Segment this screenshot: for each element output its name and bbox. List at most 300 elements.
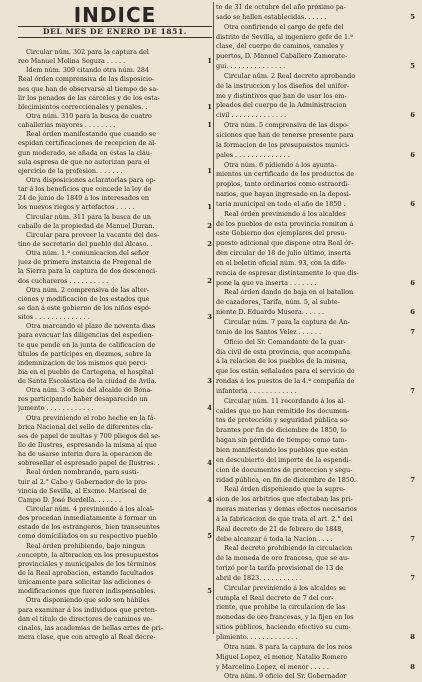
index-line-text: Real órden nombrando, para susti- bbox=[26, 468, 139, 477]
index-line-text: monedas de oro francesas, y la fijen en los bbox=[216, 613, 354, 622]
index-line bbox=[18, 450, 212, 459]
index-line-text: la Sierra para la captura de dos desconoci- bbox=[18, 267, 158, 276]
index-line-text: Real órden previniendo á los alcaldes bbox=[224, 209, 346, 218]
index-line-text: Circular núm. 4 previniendo á los alcal- bbox=[26, 505, 155, 514]
index-line bbox=[18, 359, 212, 368]
index-line-text: te que pende en la junta de calificacion de bbox=[18, 340, 156, 349]
index-line bbox=[18, 304, 212, 313]
index-line-text: sitios públicos, haciendo efectivo su cum- bbox=[216, 623, 351, 632]
index-line-text: clase, del cuerpo de caminos, canales y bbox=[216, 42, 344, 51]
index-line bbox=[18, 505, 212, 514]
index-line bbox=[215, 279, 415, 289]
index-line-text: pleados del cuerpo de la Administracion bbox=[216, 101, 347, 110]
index-line-text: sula espresa de que no autorizan para el bbox=[18, 157, 150, 166]
index-line-text: á la relacion de los pueblos de la misma, bbox=[216, 357, 348, 366]
index-line-text: de la instruccion y los diseños del unifor- bbox=[216, 81, 350, 90]
column-divider bbox=[213, 2, 214, 634]
index-line bbox=[18, 331, 212, 340]
index-line-text: Otra núm. 6 pidiendo á los ayunta- bbox=[224, 160, 337, 169]
page-subtitle: DEL MES DE ENERO DE 1851. bbox=[43, 27, 187, 36]
index-line-text: Real órden manifestando que cuando se bbox=[26, 130, 156, 139]
index-line bbox=[215, 239, 415, 249]
index-line bbox=[215, 407, 415, 417]
page-number: 1 bbox=[207, 121, 212, 130]
right-column bbox=[215, 3, 415, 682]
index-line-text: Real decreto prohibiendo la circulacion bbox=[224, 544, 353, 553]
index-line bbox=[18, 615, 212, 624]
page-number: 8 bbox=[410, 633, 415, 641]
page-number: 4 bbox=[207, 459, 212, 468]
index-line bbox=[18, 313, 212, 322]
page-number: 4 bbox=[207, 495, 212, 504]
index-line-text: de cazadores, Tarifa, núm. 5, al subte- bbox=[216, 298, 340, 307]
index-line bbox=[18, 368, 212, 377]
title-rule-bottom bbox=[18, 37, 212, 38]
index-line bbox=[215, 141, 415, 151]
index-line-text: niente D. Eduardo Musera. . . . . . bbox=[216, 308, 325, 317]
page-number: 2 bbox=[207, 221, 212, 230]
index-line bbox=[18, 596, 212, 605]
index-line bbox=[215, 416, 415, 426]
index-line-text: bien manifestando los pueblos que están bbox=[216, 445, 349, 454]
index-line-text: ridad pública, en fin de diciembre de 1850. bbox=[216, 475, 356, 484]
index-line-text: jumento . . . . . . . . . . . . bbox=[18, 404, 94, 413]
index-line-text: Circular para proveer la vacante del des- bbox=[26, 230, 160, 239]
index-line bbox=[18, 66, 212, 75]
index-line bbox=[215, 52, 415, 62]
index-line bbox=[215, 180, 415, 190]
index-line bbox=[18, 75, 212, 84]
index-line-text: reo Manuel Molina Segura . . . . . bbox=[18, 57, 126, 66]
index-line-text: distrito de Sevilla, al ingeniero gefe de 1.ª bbox=[216, 32, 354, 41]
index-line-text: to de 31 de octubre del año próximo pa- bbox=[216, 3, 346, 11]
page-number: 7 bbox=[410, 386, 415, 395]
index-line bbox=[18, 167, 212, 176]
index-line-text: Otra núm. 5 comprensiva de las dispo- bbox=[224, 121, 350, 130]
index-line-text: llo de Ilustres, espresando la misma al que bbox=[18, 441, 157, 450]
index-line bbox=[215, 200, 415, 210]
index-line bbox=[215, 633, 415, 643]
index-line bbox=[18, 587, 212, 596]
index-line-text: para evacuar las diligencias del espedien- bbox=[18, 331, 154, 340]
index-line-text: lir los penados de las cárceles y de los esta- bbox=[18, 93, 160, 102]
index-line bbox=[18, 249, 212, 258]
index-line-text: de los pueblos de esta provincia remitan á bbox=[216, 219, 354, 228]
index-line-text: y Marcelino Lopez, el menor . . . . . bbox=[216, 662, 329, 671]
page-number: 1 bbox=[207, 166, 212, 175]
index-line bbox=[215, 308, 415, 318]
index-line-text: Circular previniendo á los alcaldes se bbox=[224, 583, 346, 592]
index-line bbox=[215, 190, 415, 200]
page-number: 4 bbox=[207, 404, 212, 413]
index-line-text: Circular núm. 311 para la busca de un bbox=[26, 212, 151, 221]
index-line bbox=[18, 542, 212, 551]
index-line bbox=[18, 432, 212, 441]
index-line bbox=[18, 560, 212, 569]
index-line-text: Otra núm. 3 oficio del alcalde de Bona- bbox=[26, 386, 153, 395]
page-number: 3 bbox=[207, 313, 212, 322]
index-line bbox=[18, 487, 212, 496]
index-line-text: des procedan inmediatamente á formar un bbox=[18, 514, 157, 523]
index-line bbox=[215, 367, 415, 377]
index-line bbox=[215, 525, 415, 535]
index-line bbox=[215, 485, 415, 495]
index-line bbox=[18, 112, 212, 121]
index-line-text: sobresellar el espresado papel de Ilustres. . bbox=[18, 459, 160, 468]
index-line bbox=[18, 377, 212, 386]
index-line-text: á la fabricacion de que trata el art. 2.° del bbox=[216, 514, 353, 523]
index-line-text: Circular núm. 7 para la captura de An- bbox=[224, 318, 350, 326]
index-line-text: que los están señalados para el servicio de bbox=[216, 367, 355, 376]
index-line bbox=[215, 397, 415, 407]
index-line bbox=[18, 130, 212, 139]
index-line-text: tos de protección y seguridad pública so- bbox=[216, 416, 350, 425]
index-line bbox=[18, 103, 212, 112]
page-number: 6 bbox=[410, 150, 415, 159]
index-line bbox=[215, 269, 415, 279]
index-line bbox=[18, 532, 212, 541]
index-line bbox=[18, 222, 212, 231]
page-number: 6 bbox=[410, 308, 415, 317]
index-line-text: rencia de espresar distintamente lo que dis- bbox=[216, 268, 359, 277]
index-line bbox=[215, 328, 415, 338]
index-line-text: Otra núm. 2 comprensiva de las alter- bbox=[26, 285, 149, 294]
index-line-text: espidan certificaciones de recepcion de al- bbox=[18, 139, 157, 148]
index-line-text: Circular núm. 302 para la captura del bbox=[26, 48, 149, 56]
index-line-text: Campo D. José Bordella. . . . . . . bbox=[18, 495, 121, 504]
index-line-text: pales . . . . . . . . . . . . . . bbox=[216, 150, 290, 159]
index-line bbox=[18, 231, 212, 240]
index-line bbox=[18, 213, 212, 222]
index-line-text: tonio de los Santos Velez . . . . . . bbox=[216, 327, 321, 336]
index-line bbox=[18, 158, 212, 167]
index-line bbox=[215, 377, 415, 387]
index-line bbox=[18, 523, 212, 532]
index-line-text: Real órden dando de baja en el batallon bbox=[224, 288, 354, 297]
index-line-text: se dan á este gobierno de los niños espó- bbox=[18, 303, 152, 312]
index-line-text: Idem núm. 309 citando otra núm. 284 bbox=[26, 66, 150, 75]
index-line bbox=[215, 229, 415, 239]
index-line-text: gun moderado, se añada en éstas la cláu- bbox=[18, 148, 153, 157]
index-line-text: únicamente para solicitar las adiciones ó bbox=[18, 578, 151, 587]
index-line-text: de la moneda de oro francesa, que se au- bbox=[216, 554, 350, 563]
index-line bbox=[18, 185, 212, 194]
index-line-text: debe alcanzar á toda la Nacion . . . . bbox=[216, 534, 333, 543]
index-line bbox=[18, 277, 212, 286]
index-line-text: vincia de Sevilla, al Excmo. Mariscal de bbox=[18, 486, 147, 495]
index-line bbox=[18, 404, 212, 413]
index-line-text: Miguel Lopez, el menor, Natalio Romero bbox=[216, 652, 348, 661]
index-line-text: siciones que han de tenerse presente para bbox=[216, 130, 354, 139]
index-line bbox=[215, 23, 415, 33]
page-number: 2 bbox=[207, 276, 212, 285]
index-line bbox=[215, 220, 415, 230]
index-line-text: res participando haber desaparecido un bbox=[18, 395, 148, 404]
index-line bbox=[215, 249, 415, 259]
index-line-text: para examinar á los individuos que preten- bbox=[18, 605, 158, 614]
page-title: INDICE bbox=[73, 3, 157, 27]
index-line bbox=[215, 259, 415, 269]
index-line-text: pone la que va inserta . . . . . . . bbox=[216, 278, 317, 287]
index-line bbox=[18, 240, 212, 249]
page-number: 5 bbox=[410, 12, 415, 21]
index-line-text: sado se hallen establecidas. . . . . . bbox=[216, 12, 327, 21]
index-line bbox=[18, 468, 212, 477]
index-line bbox=[215, 495, 415, 505]
index-line-text: Otra disponiendo que solo son hábiles bbox=[26, 596, 150, 605]
index-line bbox=[18, 176, 212, 185]
index-line-text: ciones y modificacion de los estados que bbox=[18, 294, 150, 303]
index-line bbox=[18, 48, 212, 57]
index-line bbox=[18, 386, 212, 395]
index-line bbox=[215, 121, 415, 131]
index-line bbox=[18, 322, 212, 331]
index-line bbox=[215, 92, 415, 102]
index-line-text: modificaciones que fueren indispensables. bbox=[18, 587, 156, 596]
index-line-text: den circular de 18 de julio último, inserta bbox=[216, 249, 351, 258]
index-line bbox=[18, 478, 212, 487]
index-line bbox=[215, 3, 415, 13]
page-number: 7 bbox=[410, 573, 415, 582]
index-line-text: bia en el pueblo de Cartegena, el hospital bbox=[18, 367, 154, 376]
index-line bbox=[215, 643, 415, 653]
index-line bbox=[18, 194, 212, 203]
index-line bbox=[215, 476, 415, 486]
index-line-text: estado de los estrangeros, bien transeuntes bbox=[18, 523, 160, 532]
index-line-text: dos cuchareros . . . . . . . . . . bbox=[18, 276, 109, 285]
index-line bbox=[18, 624, 212, 633]
index-line bbox=[215, 170, 415, 180]
index-line bbox=[215, 318, 415, 328]
index-line-text: propios, tanto ordinarios como estraordi- bbox=[216, 180, 350, 189]
index-line bbox=[18, 57, 212, 66]
index-line-text: Circular núm. 11 recordando á los al- bbox=[224, 396, 346, 405]
index-line-text: cinales, las academias de bellas artes de pri- bbox=[18, 623, 163, 632]
index-line-text: Otra núm. 8 para la captura de los reos bbox=[224, 642, 352, 651]
index-line bbox=[18, 496, 212, 505]
index-line bbox=[215, 663, 415, 673]
index-line-text: sitos . . . . . . . . . . . . . . bbox=[18, 313, 90, 322]
index-line bbox=[215, 554, 415, 564]
index-line-text: los nuevos riegos y artefactos . . . . . bbox=[18, 203, 135, 212]
index-line bbox=[215, 515, 415, 525]
index-line bbox=[18, 551, 212, 560]
index-line-text: tino de secretario del pueblo del Alcaso. . bbox=[18, 239, 153, 248]
index-line-text: civil . . . . . . . . . . . . . . bbox=[216, 111, 287, 120]
index-line-text: puertos, D. Manuel Caballero Zamorate- bbox=[216, 52, 348, 61]
index-line bbox=[215, 151, 415, 161]
index-line-text: provinciales y municipales de los términos bbox=[18, 559, 156, 568]
index-line bbox=[215, 111, 415, 121]
index-line bbox=[18, 139, 212, 148]
index-line bbox=[215, 613, 415, 623]
index-line bbox=[18, 149, 212, 158]
index-line bbox=[215, 535, 415, 545]
page-number: 6 bbox=[410, 278, 415, 287]
page-number: 5 bbox=[207, 587, 212, 596]
index-line-text: Circular núm. 2 Real decreto aprobando bbox=[224, 71, 356, 80]
page-number: 6 bbox=[410, 199, 415, 208]
index-line bbox=[215, 13, 415, 23]
page-number: 1 bbox=[207, 57, 212, 66]
index-line-text: blecimientos correccionales y penales. . bbox=[18, 102, 148, 111]
index-line-text: narios, que hayan ingresado en la deposi- bbox=[216, 190, 351, 199]
index-line-text: meras materias y demas efectos necesarios bbox=[216, 505, 357, 514]
index-line bbox=[18, 459, 212, 468]
index-line bbox=[215, 210, 415, 220]
index-line bbox=[18, 423, 212, 432]
page-number: 7 bbox=[410, 534, 415, 543]
page-number: 3 bbox=[207, 377, 212, 386]
index-line bbox=[215, 348, 415, 358]
index-line-text: ha de usarse interin dura la operacion de bbox=[18, 450, 153, 459]
index-line bbox=[215, 33, 415, 43]
index-line-text: como domiciliados en su respectivo pueblo bbox=[18, 532, 158, 541]
index-line-text: Otra confiriendo el cargo de gefe del bbox=[224, 22, 344, 31]
index-line bbox=[215, 456, 415, 466]
index-line bbox=[18, 121, 212, 130]
index-line-text: la formacion de los presupuestos munici- bbox=[216, 140, 350, 149]
index-line bbox=[18, 341, 212, 350]
page-number: 7 bbox=[410, 327, 415, 336]
index-line-text: infanteria . . . . . . . . . . . . bbox=[216, 386, 297, 395]
index-line bbox=[215, 338, 415, 348]
index-line bbox=[215, 653, 415, 663]
page-number: 5 bbox=[207, 532, 212, 541]
index-line bbox=[18, 286, 212, 295]
index-line-text: hagan sin pérdida de tiempo; como tam- bbox=[216, 436, 347, 445]
index-line-text: sion de los arbitrios que afectaban las pri- bbox=[216, 495, 353, 504]
page-number: 7 bbox=[410, 475, 415, 484]
index-line-text: ses de papel de multas y 700 pliegos del se- bbox=[18, 431, 161, 440]
index-line bbox=[215, 603, 415, 613]
index-line bbox=[18, 395, 212, 404]
index-line-text: taría municipal en todo el año de 1850 . bbox=[216, 199, 346, 208]
index-line-text: me y distintivos que han de usar los em- bbox=[216, 91, 347, 100]
index-line bbox=[215, 82, 415, 92]
index-line bbox=[18, 203, 212, 212]
index-line-text: mera clase, que con arreglo al Real decre- bbox=[18, 633, 156, 641]
index-line-text: Real órden disponiendo que la supre- bbox=[224, 485, 346, 494]
index-line bbox=[215, 436, 415, 446]
index-line bbox=[18, 94, 212, 103]
index-line bbox=[18, 569, 212, 578]
index-line bbox=[215, 42, 415, 52]
index-line-text: Otra previniendo el robo hecho en la fá- bbox=[26, 413, 156, 422]
index-line-text: dia civil de esta provincia, que acompaña bbox=[216, 347, 351, 356]
index-line-text: concepto, la alteracion en los presupuestos bbox=[18, 550, 159, 559]
index-line-text: caldes que no han remitido los documen- bbox=[216, 406, 350, 415]
index-line-text: este Gobierno dos ejemplares del presu- bbox=[216, 229, 347, 238]
index-line bbox=[215, 446, 415, 456]
index-line-text: de Santa Escolástica de la ciudad de Avila. bbox=[18, 377, 157, 386]
index-line-text: caballerías mayores . . . . . . . . bbox=[18, 121, 116, 130]
page-number: 1 bbox=[207, 203, 212, 212]
index-line bbox=[18, 441, 212, 450]
index-line bbox=[215, 131, 415, 141]
index-line-text: indemnizacion de los mismos que perci- bbox=[18, 358, 148, 367]
index-line bbox=[215, 574, 415, 584]
index-line-text: Otra núm. 1.ª comunicacion del señor bbox=[26, 249, 150, 258]
index-line bbox=[215, 387, 415, 397]
index-line bbox=[18, 414, 212, 423]
index-line-text: de la Real aprobacion, estando facultados bbox=[18, 569, 154, 578]
index-line bbox=[215, 357, 415, 367]
index-line-text: cumpla el Real decreto de 7 del cor- bbox=[216, 593, 334, 602]
index-line bbox=[215, 564, 415, 574]
index-line bbox=[215, 544, 415, 554]
index-line-text: gui. . . . . . . . . . . . . . . bbox=[216, 62, 286, 71]
index-line-text: Otra núm. 9 oficio del Sr. Gobernador bbox=[224, 672, 347, 681]
index-line-text: 24 de junio de 1849 á los interesados en bbox=[18, 194, 150, 203]
index-line-text: en descubierto del importe de la espendi- bbox=[216, 455, 351, 464]
index-line bbox=[215, 101, 415, 111]
index-line-text: Real decreto de 21 de febrero de 1848, bbox=[216, 524, 344, 533]
index-line-text: tar á los beneficios que concede la ley de bbox=[18, 185, 152, 194]
index-line bbox=[215, 298, 415, 308]
index-line-text: mientos un certificado de los productos de bbox=[216, 170, 355, 179]
index-line-text: cion de documentos de proteccion y segu- bbox=[216, 465, 353, 474]
index-line-text: nes que han de observarse al tiempo de sa- bbox=[18, 84, 159, 93]
index-line bbox=[215, 505, 415, 515]
page-number: 8 bbox=[410, 662, 415, 671]
index-line bbox=[18, 514, 212, 523]
index-line bbox=[18, 606, 212, 615]
index-line-text: títulos de partícipes en diezmos, sobre la bbox=[18, 349, 152, 358]
index-line bbox=[215, 623, 415, 633]
index-line-text: Oficio del Sr. Comandante de la guar- bbox=[224, 337, 346, 346]
index-line bbox=[215, 672, 415, 682]
index-line-text: torizó por la tarifa provisional de 13 de bbox=[216, 564, 344, 573]
page-number: 1 bbox=[207, 102, 212, 111]
index-line-text: Otra disposiciones aclaratorias para op- bbox=[26, 175, 156, 184]
index-line-text: plimiento. . . . . . . . . . . . . bbox=[216, 633, 298, 641]
index-line-text: Real órden comprensiva de las disposicio- bbox=[18, 75, 155, 84]
page-number: 5 bbox=[410, 62, 415, 71]
index-line-text: brica Nacional del sello de diferentes cla- bbox=[18, 422, 153, 431]
index-line bbox=[18, 85, 212, 94]
index-line bbox=[215, 426, 415, 436]
left-column bbox=[18, 48, 212, 642]
index-line-text: brantes por fin de diciembre de 1850, lo bbox=[216, 426, 347, 435]
index-line bbox=[215, 161, 415, 171]
index-line bbox=[18, 295, 212, 304]
index-line bbox=[215, 288, 415, 298]
index-line-text: Otra núm. 310 para la busca de cuatro bbox=[26, 111, 152, 120]
index-line-text: rondas á los puestos de la 4.ª compañía de bbox=[216, 377, 355, 386]
page-number: 2 bbox=[207, 239, 212, 248]
index-line-text: puesto adicional que dispone otra Real ór- bbox=[216, 239, 354, 248]
index-line bbox=[215, 594, 415, 604]
index-line-text: caballo de la propiedad de Manuel Duran. bbox=[18, 221, 155, 230]
index-line-text: Otra marcando el plazo de noventa dias bbox=[26, 322, 156, 331]
index-line-text: abril de 1823. . . . . . . . . . . bbox=[216, 573, 302, 582]
index-line-text: juez de primera instancia de Fregenal de bbox=[18, 258, 152, 267]
index-line bbox=[18, 578, 212, 587]
index-line bbox=[18, 258, 212, 267]
index-line-text: tuir al 2.° Cabo y Gobernador de la pro- bbox=[18, 477, 148, 486]
index-line bbox=[18, 350, 212, 359]
index-line-text: Real órden prohibiendo, bajo ningun bbox=[26, 541, 145, 550]
index-line-text: dan el título de directores de caminos ve- bbox=[18, 614, 153, 623]
index-line bbox=[215, 584, 415, 594]
index-line-text: ejercicio de la profesion. . . . . . . bbox=[18, 166, 123, 175]
index-line bbox=[215, 466, 415, 476]
page-number: 6 bbox=[410, 111, 415, 120]
index-line bbox=[18, 267, 212, 276]
index-line bbox=[18, 633, 212, 642]
index-line bbox=[215, 62, 415, 72]
